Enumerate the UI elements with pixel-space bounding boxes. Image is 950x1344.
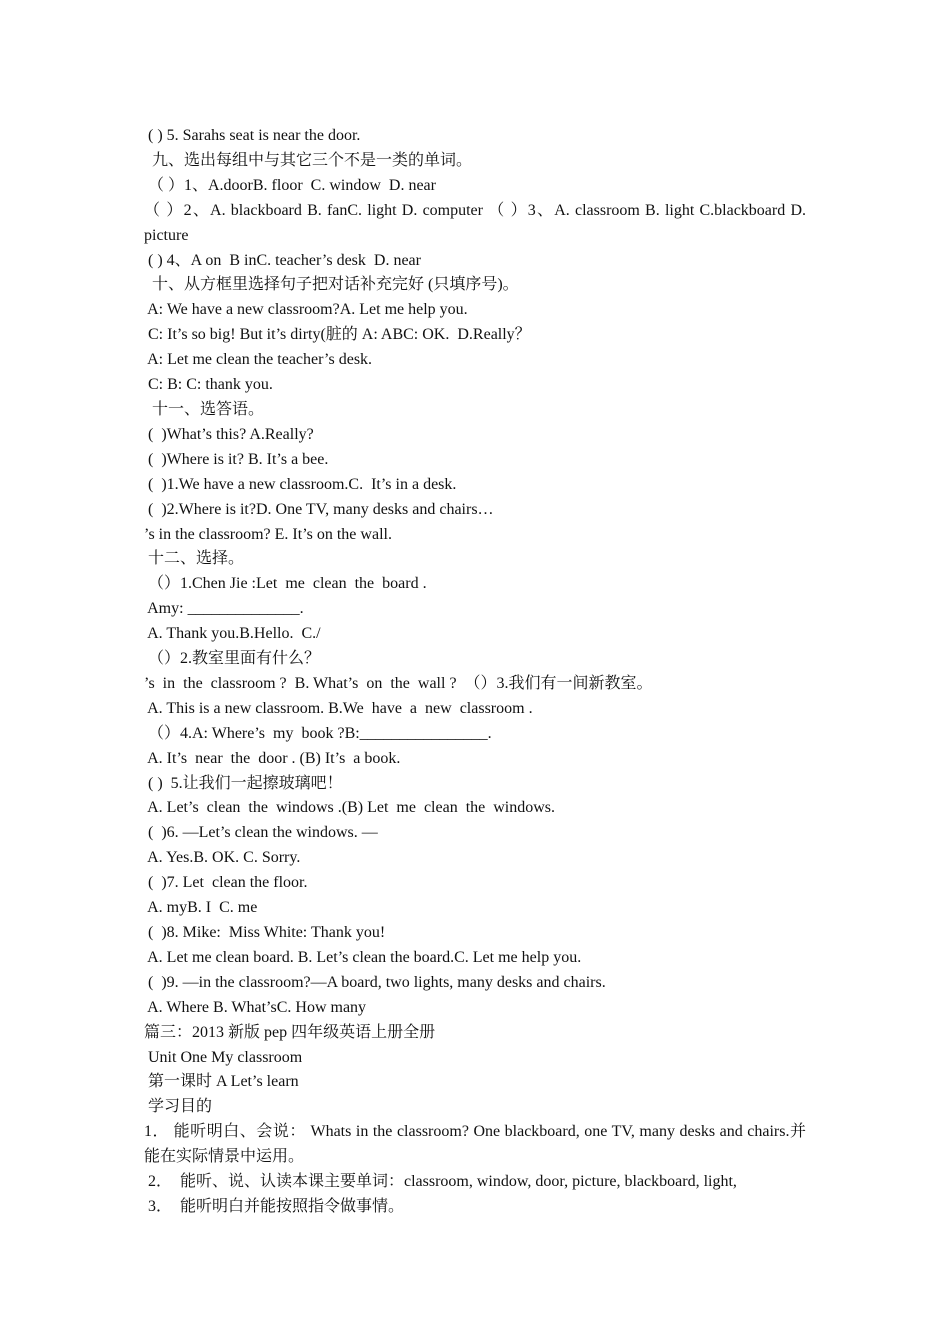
text-line-29: A. Yes.B. OK. C. Sorry.: [144, 849, 301, 867]
text-line-7: A: We have a new classroom?A. Let me help you.: [144, 301, 468, 319]
text-line-22: ’s in the classroom ? B. What’s on the wall ? （）3.我们有一间新教室。: [144, 674, 653, 692]
section-heading-10: 十、从方框里选择句子把对话补充完好 (只填序号)。: [144, 276, 519, 294]
text-line-14: ( )1.We have a new classroom.C. It’s in a desk.: [144, 475, 457, 493]
section-heading-12: 十二、选择。: [144, 550, 245, 568]
objectives-heading: 学习目的: [144, 1098, 213, 1116]
lesson-title: 第一课时 A Let’s learn: [144, 1073, 299, 1091]
text-line-32: ( )8. Mike: Miss White: Thank you!: [144, 924, 386, 941]
text-line-4: （ ）2、A. blackboard B. fanC. light D. computer （ ）3、A. classroom B. light C.blackboard D. picture: [144, 201, 806, 244]
text-line-23: A. This is a new classroom. B.We have a new classroom .: [144, 699, 533, 717]
text-line-25: A. It’s near the door . (B) It’s a book.: [144, 749, 401, 767]
unit-title: Unit One My classroom: [144, 1048, 303, 1066]
section-heading-9: 九、选出每组中与其它三个不是一类的单词。: [144, 151, 473, 169]
section-heading-11: 十一、选答语。: [144, 400, 265, 418]
text-line-27: A. Let’s clean the windows .(B) Let me clean the windows.: [144, 799, 556, 817]
text-line-28: ( )6. —Let’s clean the windows. —: [144, 824, 378, 842]
text-line-31: A. myB. I C. me: [144, 899, 258, 917]
text-line-12: ( )What’s this? A.Really?: [144, 425, 314, 443]
text-line-30: ( )7. Let clean the floor.: [144, 874, 308, 892]
text-line-26: ( ) 5.让我们一起擦玻璃吧！: [144, 774, 343, 792]
text-line-9: A: Let me clean the teacher’s desk.: [144, 351, 373, 369]
text-line-16: ’s in the classroom? E. It’s on the wall.: [144, 525, 392, 543]
text-line-33: A. Let me clean board. B. Let’s clean the board.C. Let me help you.: [144, 948, 582, 966]
document-body: [144, 124, 806, 1220]
text-line-21: （）2.教室里面有什么？: [144, 650, 321, 668]
objective-1: 1． 能听明白、会说： Whats in the classroom? One blackboard, one TV, many desks and chairs.并能在实际情景中运用。: [144, 1123, 806, 1166]
text-line-34: ( )9. —in the classroom?—A board, two lights, many desks and chairs.: [144, 973, 606, 991]
text-line-8: C: It’s so big! But it’s dirty(脏的 A: ABC: OK. D.Really？: [144, 326, 531, 344]
article-title: 篇三：2013 新版 pep 四年级英语上册全册: [144, 1023, 436, 1041]
text-line-35: A. Where B. What’sC. How many: [144, 998, 367, 1016]
text-line-13: ( )Where is it? B. It’s a bee.: [144, 450, 329, 468]
text-line-19: Amy: ______________.: [144, 600, 304, 618]
objective-3: 3． 能听明白并能按照指令做事情。: [144, 1197, 405, 1215]
text-line-15: ( )2.Where is it?D. One TV, many desks and chairs…: [144, 500, 494, 518]
objective-2: 2． 能听、说、认读本课主要单词：classroom, window, door, picture, blackboard, light,: [144, 1173, 737, 1191]
text-line-5: ( ) 4、A on B inC. teacher’s desk D. near: [144, 251, 421, 269]
text-line-20: A. Thank you.B.Hello. C./: [144, 625, 321, 643]
text-line-24: （）4.A: Where’s my book ?B:________________.: [144, 724, 492, 742]
text-line-18: （）1.Chen Jie :Let me clean the board .: [144, 575, 427, 593]
text-line-3: （ ）1、A.doorB. floor C. window D. near: [144, 176, 436, 194]
text-line-10: C: B: C: thank you.: [144, 376, 273, 394]
text-line-1: ( ) 5. Sarahs seat is near the door.: [144, 127, 361, 144]
